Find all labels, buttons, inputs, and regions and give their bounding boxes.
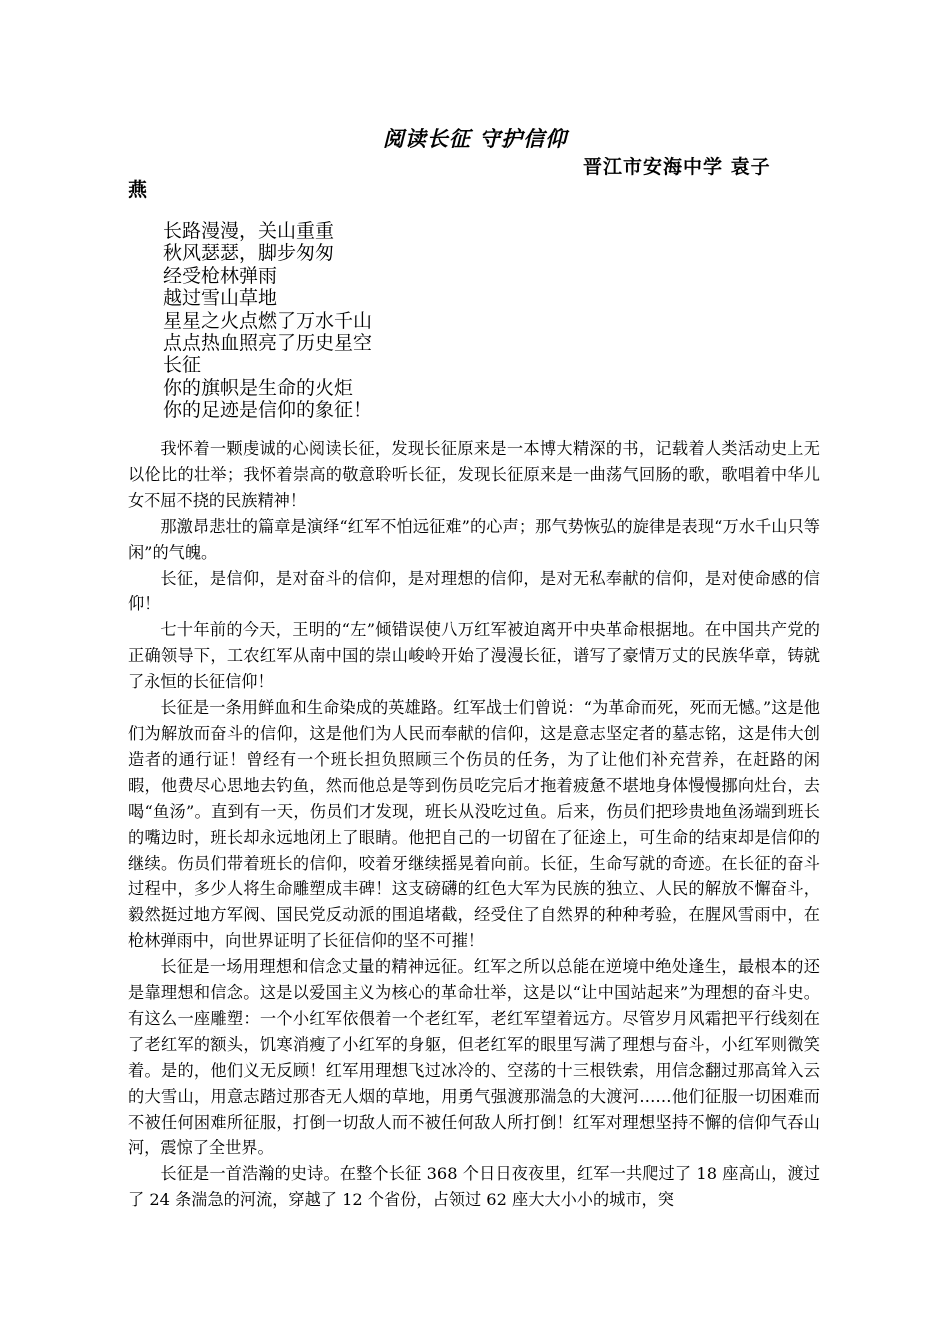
paragraph: 长征是一场用理想和信念丈量的精神远征。红军之所以总能在逆境中绝处逢生，最根本的还是靠理想和信念。这是以爱国主义为核心的革命壮举，这是以“让中国站起来”为理想的奋斗史。有这么一座雕塑：一个小红军依偎着一个老红军，老红军望着远方。尽管岁月风霜把平行线刻在了老红军的额头，饥寒消瘦了小红军的身躯，但老红军的眼里写满了理想与奋斗，小红军则微笑着。是的，他们义无反顾！红军用理想飞过冰冷的、空荡的十三根铁索，用信念翻过那高耸入云的大雪山，用意志踏过那杳无人烟的草地，用勇气强渡那湍急的大渡河……他们征服一切困难而不被任何困难所征服，打倒一切敌人而不被任何敌人所打倒！红军对理想坚持不懈的信仰气吞山河，震惊了全世界。	[128, 957, 820, 1158]
paragraph: 七十年前的今天，王明的“左”倾错误使八万红军被迫离开中央革命根据地。在中国共产党的正确领导下，工农红军从南中国的崇山峻岭开始了漫漫长征，谱写了豪情万丈的民族华章，铸就了永恒的长征信仰！	[128, 620, 820, 692]
author-line-wrap: 燕	[128, 179, 148, 201]
paragraph: 长征是一首浩瀚的史诗。在整个长征 368 个日日夜夜里，红军一共爬过了 18 座高山，渡过了 24 条湍急的河流，穿越了 12 个省份，占领过 62 座大大小小的城市，突	[128, 1164, 820, 1210]
paragraph: 长征，是信仰，是对奋斗的信仰，是对理想的信仰，是对无私奉献的信仰，是对使命感的信仰！	[128, 568, 820, 614]
poem-line: 你的旗帜是生命的火炬	[163, 376, 354, 399]
poem-line: 长征	[163, 354, 202, 377]
paragraph: 那激昂悲壮的篇章是演绎“红军不怕远征难”的心声；那气势恢弘的旋律是表现“万水千山只等闲”的气魄。	[128, 516, 820, 562]
document-title: 阅读长征 守护信仰	[382, 126, 568, 151]
poem-line: 你的足迹是信仰的象征！	[163, 399, 373, 422]
author-line: 晋江市安海中学 袁子	[583, 156, 771, 178]
poem-line: 点点热血照亮了历史星空	[163, 332, 373, 355]
poem-line: 长路漫漫，关山重重	[163, 220, 335, 242]
poem-block	[163, 220, 372, 422]
poem-line: 星星之火点燃了万水千山	[163, 309, 373, 332]
poem-line: 越过雪山草地	[163, 287, 278, 310]
article-body	[128, 436, 820, 1213]
poem-line: 经受枪林弹雨	[163, 264, 278, 287]
poem-line: 秋风瑟瑟，脚步匆匆	[163, 242, 335, 265]
paragraph: 长征是一条用鲜血和生命染成的英雄路。红军战士们曾说：“为革命而死，死而无憾。”这是他们为解放而奋斗的信仰，这是他们为人民而奉献的信仰，这是意志坚定者的墓志铭，这是伟大创造者的通行证！曾经有一个班长担负照顾三个伤员的任务，为了让他们补充营养，在赶路的闲暇，他费尽心思地去钓鱼，然而他总是等到伤员吃完后才拖着疲惫不堪地身体慢慢挪向灶台，去喝“鱼汤”。直到有一天，伤员们才发现，班长从没吃过鱼。后来，伤员们把珍贵地鱼汤端到班长的嘴边时，班长却永远地闭上了眼睛。他把自己的一切留在了征途上，可生命的结束却是信仰的继续。伤员们带着班长的信仰，咬着牙继续摇晃着向前。长征，生命写就的奇迹。在长征的奋斗过程中，多少人将生命雕塑成丰碑！这支磅礴的红色大军为民族的独立、人民的解放不懈奋斗，毅然挺过地方军阀、国民党反动派的围追堵截，经受住了自然界的种种考验，在腥风雪雨中，在枪林弹雨中，向世界证明了长征信仰的坚不可摧！	[128, 698, 820, 951]
paragraph: 我怀着一颗虔诚的心阅读长征，发现长征原来是一本博大精深的书，记载着人类活动史上无以伦比的壮举；我怀着崇高的敬意聆听长征，发现长征原来是一曲荡气回肠的歌，歌唱着中华儿女不屈不挠的民族精神！	[128, 439, 820, 510]
